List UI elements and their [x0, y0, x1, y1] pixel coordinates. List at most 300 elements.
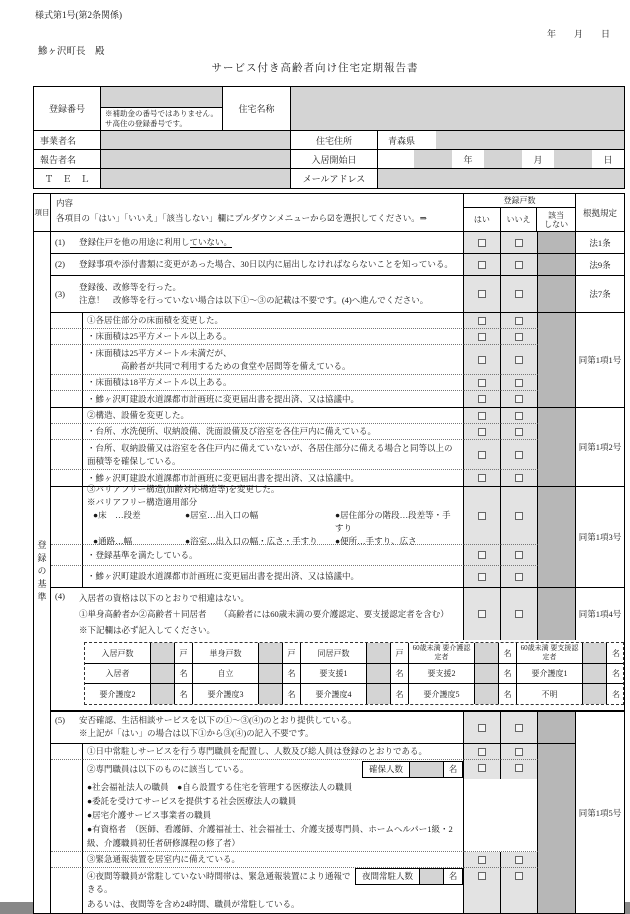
g2-gap-3: [51, 470, 83, 486]
row-3-no-checkbox[interactable]: [515, 290, 523, 298]
row-2: [51, 254, 624, 276]
cell-unknown: [517, 684, 625, 704]
row-3-no-cell: [501, 276, 538, 312]
row-3-content: [51, 276, 464, 312]
operator-input[interactable]: [101, 131, 291, 149]
secured-staff-box: [362, 761, 463, 778]
label-under60-shien: 60歳未満 要支援認定者: [517, 643, 583, 663]
cell-kaigo1: [517, 664, 625, 683]
row-2-na-cell: [538, 254, 576, 275]
house-name-label: 住宅名称: [223, 87, 291, 130]
r5-sub4-no-cell: [501, 868, 538, 913]
row-2-no-cell: [501, 254, 538, 275]
col-header-no: いいえ: [501, 208, 538, 231]
g3-row-1: [51, 545, 576, 566]
units-header-block: [464, 194, 576, 231]
input-kaigo2[interactable]: [151, 684, 175, 704]
row-3-line1: 登録後、改修等を行った。: [79, 282, 182, 292]
g3-bullet-toilet: ●便所…手すり、広さ: [335, 536, 417, 546]
g2-gap-1: [51, 424, 83, 440]
g1-row0-yes-cell: [464, 313, 501, 329]
group-floor-area: [51, 312, 624, 408]
g1-gap-4: [51, 391, 83, 407]
row-3-yes-checkbox[interactable]: [478, 290, 486, 298]
tel-input[interactable]: [101, 169, 291, 188]
g1-row2-no-checkbox[interactable]: [515, 356, 523, 364]
movein-day-input[interactable]: [554, 150, 592, 168]
g3-row2-yes-cell: [464, 566, 501, 587]
g1-gap-1: [51, 329, 83, 345]
reporter-label: 報告者名: [34, 150, 101, 168]
registration-standards-vertical-label: 登録の基準: [36, 540, 47, 605]
g1-row3-no-checkbox[interactable]: [515, 379, 523, 387]
registration-number-input[interactable]: [101, 87, 222, 108]
resident-count-row-2: [85, 684, 623, 704]
input-shien2[interactable]: [475, 664, 499, 683]
row-3-line2: 注意！ 改修等を行っていない場合は以下①～③の記載は不要です。(4)へ進んでください。: [79, 295, 429, 305]
g1-row0-yes-checkbox[interactable]: [478, 317, 486, 325]
col-header-yes: はい: [464, 208, 501, 231]
unit-unknown: 名: [612, 689, 620, 699]
g2-row3-yes-cell: [464, 470, 501, 486]
item-column: [34, 194, 51, 913]
g1-gap-2: [51, 345, 83, 375]
g2-row1-yes-checkbox[interactable]: [478, 428, 486, 436]
label-kaigo2: 要介護度2: [85, 684, 151, 704]
col-header-na-line2: しない: [544, 219, 569, 229]
unit-kaigo4: 名: [391, 684, 409, 704]
cell-kaigo3: [193, 684, 301, 704]
row-2-yes-checkbox[interactable]: [478, 261, 486, 269]
cell-kaigo5: [409, 684, 517, 704]
movein-month-unit: 月: [533, 154, 543, 165]
item-column-header: 項目: [34, 194, 50, 232]
unit-kaigo3: 名: [283, 684, 301, 704]
row-2-text: 登録事項や添付書類に変更があった場合、30日以内に届出しなければならないことを知っている。: [79, 259, 453, 269]
addressee: 鰺ヶ沢町長 殿: [38, 47, 105, 57]
g1-text-4: ・鰺ヶ沢町建設水道課都市計画班に変更届出書を提出済、又は協議中。: [83, 391, 464, 407]
row-4-line3: ※下記欄は必ず記入してください。: [79, 625, 216, 635]
g1-text-2a: ・床面積は25平方メートル未満だが、: [87, 347, 232, 358]
row-4-top: [51, 588, 624, 640]
address-block: [378, 131, 624, 149]
movein-month-input[interactable]: [484, 150, 522, 168]
registration-note-line2: サ高住の登録番号です。: [105, 119, 187, 128]
r5-sub4-text2: あるいは、夜間等を含め24時間、職員が常駐している。: [87, 899, 300, 909]
unit-units-total: 戸: [175, 643, 193, 663]
basis-column-header: 根拠規定: [582, 207, 617, 218]
row-5-na-cell: [538, 712, 576, 743]
g1-text-3: ・床面積は18平方メートル以上ある。: [83, 375, 464, 391]
mail-label: メールアドレス: [291, 169, 378, 188]
secured-staff-label: 確保人数: [363, 762, 410, 777]
g2-row3-no-cell: [501, 470, 538, 486]
input-units-total[interactable]: [151, 643, 175, 663]
g2-row1-no-checkbox[interactable]: [515, 428, 523, 436]
cell-kaigo4: [301, 684, 409, 704]
label-kaigo1: 要介護度1: [517, 664, 583, 683]
g3-head-no-cell: [501, 487, 538, 545]
input-kaigo5[interactable]: [475, 684, 499, 704]
input-under60-shien[interactable]: [583, 643, 607, 663]
movein-year-unit: 年: [463, 154, 473, 165]
cell-kaigo2: [85, 684, 193, 704]
row-1-content: [51, 232, 464, 253]
g1-row2-yes-cell: [464, 345, 501, 375]
group-equipment-rows: [51, 408, 576, 486]
input-kaigo1[interactable]: [583, 664, 607, 683]
r5-gap-1: [51, 744, 83, 760]
row-5-basis: 同第1項5号: [578, 807, 622, 818]
input-residents[interactable]: [151, 664, 175, 683]
r5-sub1-yes-checkbox[interactable]: [478, 748, 486, 756]
cell-shared-units: [301, 643, 409, 663]
label-units-total: 入居戸数: [85, 643, 151, 663]
r5-sub4: [51, 868, 576, 913]
g1-row-4: [51, 391, 576, 407]
r5-bullet-1: ●社会福祉法人の職員 ●自ら設置する住宅を管理する医療法人の職員: [87, 782, 353, 792]
g1-row4-yes-cell: [464, 391, 501, 407]
r5-sub3-yes-checkbox[interactable]: [478, 856, 486, 864]
row-4-basis: 同第1項4号: [578, 609, 622, 619]
g2-row2-yes-checkbox[interactable]: [478, 451, 486, 459]
g3-text-2: ・鰺ヶ沢町建設水道課都市計画班に変更届出書を提出済、又は協議中。: [83, 566, 464, 587]
row-2-basis: 法9条: [589, 259, 611, 270]
g2-row0-no-cell: [501, 408, 538, 424]
g1-row4-na-cell: [538, 391, 576, 407]
label-kaigo5: 要介護度5: [409, 684, 475, 704]
content-header-line1: 内容: [56, 198, 74, 208]
row-1-yes-checkbox[interactable]: [478, 239, 486, 247]
row-2-content: [51, 254, 464, 275]
r5-sub2-no-checkbox[interactable]: [515, 764, 523, 772]
col-header-na-line1: 該当: [548, 210, 565, 220]
g1-row-1: [51, 329, 576, 345]
g1-text-2: [83, 345, 464, 375]
unit-residents: 名: [175, 664, 193, 683]
label-shared-units: 同居戸数: [301, 643, 367, 663]
g2-row0-na-cell: [538, 408, 576, 424]
g2-row3-na-cell: [538, 470, 576, 486]
r5-sub2: [51, 760, 576, 779]
g3-head-no-checkbox[interactable]: [515, 512, 523, 520]
cell-independent: [193, 664, 301, 683]
unit-under60-shien: 名: [612, 648, 620, 658]
g1-row1-no-checkbox[interactable]: [515, 333, 523, 341]
row-3-na-cell: [538, 276, 576, 312]
r5-sub2-yes-checkbox[interactable]: [478, 764, 486, 772]
g3-head-line2: ※バリアフリー構造適用部分: [87, 497, 198, 507]
r5-sub3: [51, 852, 576, 868]
label-shien2: 要支援2: [409, 664, 475, 683]
group-barrier-free-basis: 同第1項3号: [578, 532, 622, 542]
row-1: [51, 232, 624, 254]
r5-bullets-na-cell: [538, 779, 576, 852]
g1-row4-no-cell: [501, 391, 538, 407]
r5-sub1-no-cell: [501, 744, 538, 760]
r5-sub2-text: ②専門職員は以下のものに該当している。: [87, 764, 249, 774]
row-5-number: (5): [55, 715, 65, 725]
row-5-no-cell: [501, 712, 538, 743]
g2-row0-yes-cell: [464, 408, 501, 424]
g3-row1-yes-checkbox[interactable]: [478, 551, 486, 559]
input-single-units[interactable]: [259, 643, 283, 663]
r5-gap-2: [51, 760, 83, 779]
g3-text-1: ・登録基準を満たしている。: [83, 545, 464, 566]
g1-row2-na-cell: [538, 345, 576, 375]
cell-shien2: [409, 664, 517, 683]
g3-head-row: [51, 484, 576, 546]
movein-date-label: 入居開始日: [291, 150, 378, 168]
report-date-line: 年 月 日: [546, 29, 610, 39]
row-4-content: [51, 588, 464, 640]
input-under60-kaigo[interactable]: [475, 643, 499, 663]
row-5-head-content: [51, 712, 464, 743]
g2-row3-no-checkbox[interactable]: [515, 474, 523, 482]
r5-sub4-yes-cell: [464, 868, 501, 913]
g1-row-0: [51, 313, 576, 329]
row-3-basis: 法7条: [589, 289, 611, 299]
unit-kaigo1: 名: [612, 669, 620, 678]
row-3: [51, 276, 624, 312]
g2-row2-no-checkbox[interactable]: [515, 451, 523, 459]
units-header: 登録戸数: [464, 194, 575, 208]
row-3-text: [79, 281, 459, 307]
cell-under60-kaigo: [409, 643, 517, 663]
r5-gap-4: [51, 852, 83, 868]
row-1-text-underlined: ていない。: [189, 237, 233, 247]
g2-text-3: ・鰺ヶ沢町建設水道課都市計画班に変更届出書を提出済、又は協議中。: [83, 470, 464, 486]
unit-independent: 名: [283, 664, 301, 683]
r5-sub3-yes-cell: [464, 852, 501, 868]
r5-sub2-content: [83, 760, 464, 779]
page-title: サービス付き高齢者向け住宅定期報告書: [211, 63, 419, 74]
row-5-head: [51, 712, 576, 744]
g3-head-na-cell: [538, 487, 576, 545]
row-1-number: (1): [55, 237, 65, 247]
g3-bullet-floor: ●床 …段差: [93, 510, 141, 520]
group-equipment-basis: 同第1項2号: [578, 442, 622, 452]
g2-row1-na-cell: [538, 424, 576, 440]
g2-row0-no-checkbox[interactable]: [515, 412, 523, 420]
r5-sub4-line1: [83, 868, 463, 898]
checklist-body: [51, 194, 624, 913]
g2-row1-yes-cell: [464, 424, 501, 440]
input-shien1[interactable]: [367, 664, 391, 683]
g2-gap-0: [51, 408, 83, 424]
label-independent: 自立: [193, 664, 259, 683]
content-header-line2: 各項目の「はい」「いいえ」「該当しない」欄にプルダウンメニューから☑を選択してください。⇒: [56, 213, 427, 223]
registration-number-note: [101, 108, 222, 130]
r5-sub1-no-checkbox[interactable]: [515, 748, 523, 756]
row-5-yes-checkbox[interactable]: [478, 724, 486, 732]
g1-gap-3: [51, 375, 83, 391]
mail-input[interactable]: [378, 169, 624, 188]
row-4-yes-cell: [464, 588, 501, 640]
group-equipment: [51, 408, 624, 487]
r5-sub2-na-cell: [538, 760, 576, 779]
answer-columns-header: [464, 208, 575, 231]
night-staff-label: 夜間常駐人数: [356, 869, 420, 884]
housing-info-table: [33, 86, 625, 189]
g3-row1-yes-cell: [464, 545, 501, 566]
operator-label: 事業者名: [34, 131, 101, 149]
g2-row-1: [51, 424, 576, 440]
label-kaigo3: 要介護度3: [193, 684, 259, 704]
reporter-input[interactable]: [101, 150, 291, 168]
row-1-no-checkbox[interactable]: [515, 239, 523, 247]
r5-sub1-text: ①日中常駐しサービスを行う専門職員を配置し、人数及び総人員は登録のとおりである。: [83, 744, 464, 760]
g3-gap-2: [51, 566, 83, 587]
row-4-no-checkbox[interactable]: [515, 610, 523, 618]
address-input[interactable]: [436, 131, 624, 149]
r5-bullet-3: ●居宅介護サービス事業者の職員: [87, 810, 212, 820]
g1-row3-na-cell: [538, 375, 576, 391]
label-single-units: 単身戸数: [193, 643, 259, 663]
g2-row2-no-cell: [501, 440, 538, 470]
input-independent[interactable]: [259, 664, 283, 683]
g3-row2-no-checkbox[interactable]: [515, 573, 523, 581]
r5-sub1: [51, 744, 576, 760]
r5-gap-5: [51, 868, 83, 913]
row-3-yes-cell: [464, 276, 501, 312]
row-3-number: (3): [55, 288, 65, 299]
g3-row2-no-cell: [501, 566, 538, 587]
g3-row2-yes-checkbox[interactable]: [478, 573, 486, 581]
reporter-row: [34, 150, 624, 169]
row-5-rows: [51, 712, 576, 913]
g1-text-0: ①各居住部分の床面積を変更した。: [83, 313, 464, 329]
g3-head-yes-checkbox[interactable]: [478, 512, 486, 520]
night-staff-unit: 名: [448, 871, 458, 881]
row-5-line2: ※上記が「はい」の場合は以下①から③(④)の記入不要です。: [79, 728, 314, 738]
group-barrier-free: [51, 484, 624, 588]
g3-head-content: [83, 484, 464, 546]
r5-sub1-yes-cell: [464, 744, 501, 760]
label-kaigo4: 要介護度4: [301, 684, 367, 704]
r5-sub3-no-checkbox[interactable]: [515, 856, 523, 864]
resident-count-table: [84, 642, 624, 705]
unit-under60-kaigo: 名: [499, 643, 517, 663]
row-5-no-checkbox[interactable]: [515, 724, 523, 732]
input-kaigo4[interactable]: [367, 684, 391, 704]
r5-bullet-4: ●有資格者 （医師、看護師、介護福祉士、社会福祉士、介護支援専門員、ホームヘルパー1級・2級、介護職員初任者研修課程の修了者）: [87, 824, 453, 848]
cell-residents: [85, 664, 193, 683]
night-staff-box: [355, 868, 463, 885]
g2-text-0: ②構造、設備を変更した。: [83, 408, 464, 424]
g1-text-2b: 高齢者が共同で利用するための食堂や居間等を備えている。: [121, 360, 351, 371]
address-label: 住宅住所: [291, 131, 378, 149]
g3-bullet-corridor: ●通路…幅: [93, 536, 133, 546]
secured-staff-input[interactable]: [410, 762, 444, 777]
g1-row3-yes-cell: [464, 375, 501, 391]
cell-under60-shien: [517, 643, 625, 663]
unit-shared-units: 戸: [391, 643, 409, 663]
r5-sub4-yes-checkbox[interactable]: [478, 872, 486, 880]
tel-row: [34, 169, 624, 188]
g1-row2-yes-checkbox[interactable]: [478, 356, 486, 364]
resident-count-table-wrap: [51, 640, 624, 710]
r5-sub2-line: [83, 761, 463, 778]
g2-row0-yes-checkbox[interactable]: [478, 412, 486, 420]
row-2-no-checkbox[interactable]: [515, 261, 523, 269]
g1-row4-no-checkbox[interactable]: [515, 395, 523, 403]
g3-head-line1: ③バリアフリー構造(加齢対応構造等)を変更した。: [87, 484, 280, 494]
label-unknown: 不明: [517, 684, 583, 704]
g3-row1-no-checkbox[interactable]: [515, 551, 523, 559]
row-2-number: (2): [55, 259, 65, 269]
g3-row2-na-cell: [538, 566, 576, 587]
r5-sub4-text1: ④夜間等職員が常駐していない時間帯は、緊急通報装置により通報できる。: [87, 871, 351, 894]
g1-row2-no-cell: [501, 345, 538, 375]
g1-row4-yes-checkbox[interactable]: [478, 395, 486, 403]
r5-sub4-content: [83, 868, 464, 913]
g3-row-2: [51, 566, 576, 587]
g1-row0-na-cell: [538, 313, 576, 329]
g1-row-2: [51, 345, 576, 375]
g1-row1-no-cell: [501, 329, 538, 345]
g3-bullet-line1: [87, 509, 459, 535]
row-1-no-cell: [501, 232, 538, 253]
g3-head-yes-cell: [464, 487, 501, 545]
unit-shien2: 名: [499, 664, 517, 683]
movein-date-block: [378, 150, 624, 168]
r5-sub4-no-checkbox[interactable]: [515, 872, 523, 880]
content-header: [51, 194, 464, 231]
input-kaigo3[interactable]: [259, 684, 283, 704]
cell-shien1: [301, 664, 409, 683]
cell-units-total: [85, 643, 193, 663]
tel-label: Ｔ Ｅ Ｌ: [34, 169, 101, 188]
form-code: 様式第1号(第2条関係): [35, 10, 122, 20]
g1-row0-no-checkbox[interactable]: [515, 317, 523, 325]
movein-spacer: [378, 150, 414, 168]
r5-bullet-2: ●委託を受けてサービスを提供する社会医療法人の職員: [87, 796, 297, 806]
row-4-line2: ①単身高齢者か②高齢者＋同居者 （高齢者には60歳未満の要介護認定、要支援認定者を含む）: [79, 609, 449, 619]
input-unknown[interactable]: [583, 684, 607, 704]
r5-sub3-na-cell: [538, 852, 576, 868]
g1-row1-na-cell: [538, 329, 576, 345]
row-4-yes-checkbox[interactable]: [478, 610, 486, 618]
house-name-input[interactable]: [291, 87, 624, 130]
g1-row1-yes-checkbox[interactable]: [478, 333, 486, 341]
g2-row2-na-cell: [538, 440, 576, 470]
g2-row2-yes-cell: [464, 440, 501, 470]
r5-sub3-no-cell: [501, 852, 538, 868]
checklist-table: [33, 193, 625, 914]
row-5-yes-cell: [464, 712, 501, 743]
row-1-na-cell: [538, 232, 576, 253]
resident-count-row-1: [85, 664, 623, 684]
g2-row3-yes-checkbox[interactable]: [478, 474, 486, 482]
r5-bullets-empty-cell: [464, 779, 538, 852]
movein-year-input[interactable]: [414, 150, 452, 168]
movein-day-unit: 日: [603, 154, 613, 165]
cell-single-units: [193, 643, 301, 663]
row-1-text-main: 登録住戸を他の用途に利用し: [79, 237, 190, 247]
label-shien1: 要支援1: [301, 664, 367, 683]
g3-row1-no-cell: [501, 545, 538, 566]
row-4-number: (4): [55, 591, 65, 601]
unit-single-units: 戸: [283, 643, 301, 663]
night-staff-input[interactable]: [420, 869, 444, 884]
g2-row-2: [51, 440, 576, 470]
g1-row3-yes-checkbox[interactable]: [478, 379, 486, 387]
secured-staff-unit: 名: [448, 764, 458, 774]
group-barrier-free-rows: [51, 484, 576, 587]
g1-text-1: ・床面積は25平方メートル以上ある。: [83, 329, 464, 345]
input-shared-units[interactable]: [367, 643, 391, 663]
